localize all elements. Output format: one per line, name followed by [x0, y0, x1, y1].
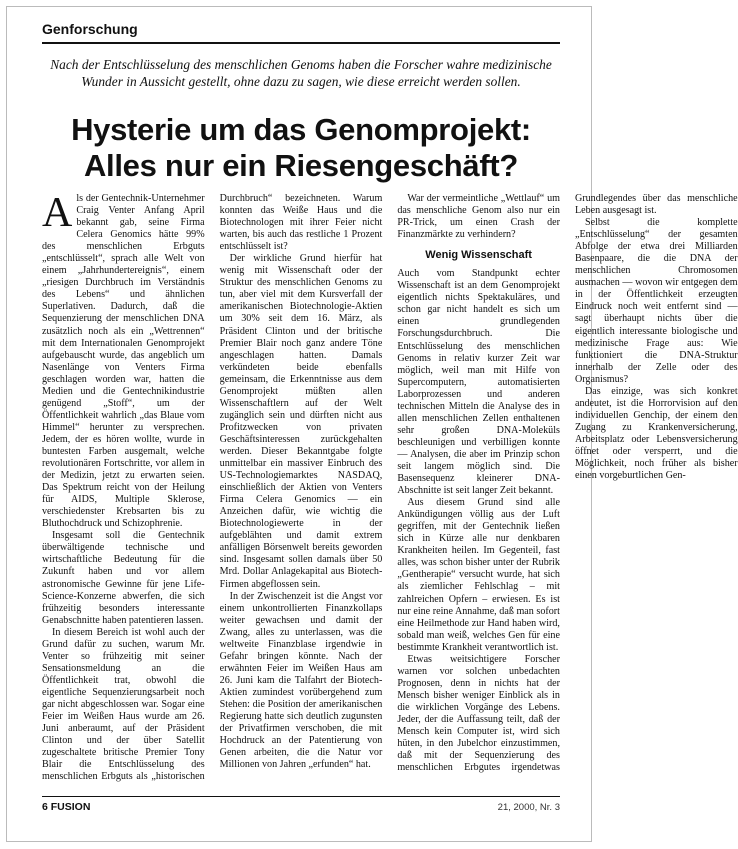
article-paragraph: In der Zwischenzeit ist die Angst vor einem unkontrollierten Finanzkollaps weiter gewachsen und damit der Zwang, alles zu unterlassen, was die weltweite Finanzblase irgendwie in Gefahr bringen könnte. Nach der erwähnten Feier im Weißen Haus am 26. Juni kam die Talfahrt der Biotech-Aktien zumindest vorübergehend zum Stehen: die Position der amerikanischen Regierung hatte sich deutlich zugunsten der Privatfirmen verschoben, die mit Hochdruck an der Patentierung von Genen arbeiten, die die Natur vor Millionen von Jahren „erfunden“ hat. [219, 590, 383, 771]
article-subheading: Wenig Wissenschaft [425, 249, 532, 262]
article-lead: Nach der Entschlüsselung des menschlichen Genoms haben die Forscher wahre medizinische Wunder in Aussicht gestellt, ohne dazu zu sagen, wie diese erreicht werden sollen. [50, 57, 552, 89]
headline-line-2: Alles nur ein Riesengeschäft? [83, 148, 519, 183]
article-paragraph: In diesem Bereich ist wohl auch der Grund dafür zu suchen, warum Mr. Venter so frühzeitig mit seiner Sensationsmeldung an die Öffentlichkeit trat, obwohl die eigentliche Sequenzierungsarbeit noch gar nicht abgeschlossen war. Sogar eine Feier im Weißen Haus wurde am 26. Juni anberaumt, auf der Präsident Clinton und der über Satellit zugeschaltete britische Premier Tony Blair die Entschlüsselung des menschlichen Erbguts als „historischen Durchbruch“ bezeichneten. Warum konnten das Weiße Haus und die Biotechnologen mit ihrer Feier nicht warten, bis auch das restliche 1 Prozent entschlüsselt ist? [42, 193, 383, 783]
article-headline [42, 112, 560, 184]
headline-line-1: Hysterie um das Genomprojekt: [71, 112, 531, 147]
drop-cap: A [42, 190, 73, 236]
article-paragraph: Als der Gentechnik-Unternehmer Craig Venter Anfang April bekannt gab, seine Firma Celera Genomics hätte 99% des menschlichen Erbguts „entschlüsselt“, sprach alle Welt von einem „Jahrhundertereignis“, einem „riesigen Durchbruch im Verständnis des Lebens“ und ähnlichen Superlativen. Dadurch, daß die Sequenzierung der menschlichen DNA zusätzlich noch als ein „Wettrennen“ mit dem Internationalen Genomprojekt aufgebauscht wurde, das angeblich um Nasenlänge von Venters Firma geschlagen worden war, hatten die Medien und die Gentechnikindustrie genügend „Stoff“, um der Öffentlichkeit wahrlich „das Blaue vom Himmel“ herunter zu versprechen. Jedem, der es hören wollte, wurde in buntesten Farben ausgemalt, welche revolutionären Fortschritte, vor allem in der Medizin, jetzt zu erwarten seien. Das Spektrum reicht von der Heilung für AIDS, Multiple Sklerose, verschiedenster Krebsarten bis zu Bluthochdruck und Schizophrenie. [42, 190, 205, 530]
article-paragraph: Selbst die komplette „Entschlüsselung“ der gesamten Abfolge der etwa drei Milliarden Basenpaare, die die DNA der menschlichen Chromosomen ausmachen — wovon wir entgegen dem in der Öffentlichkeit erzeugten Eindruck noch weit entfernt sind — sagt überhaupt nichts über die eigentlich interessante biologische und medizinische Frage aus: Wie funktioniert die DNA-Struktur innerhalb der Zelle oder des Organismus? [574, 217, 738, 385]
article-paragraph: War der vermeintliche „Wettlauf“ um das menschliche Genom also nur ein PR-Trick, um einen Crash der Finanzmärkte zu verhindern? [397, 193, 560, 241]
article-paragraph: Das einzige, was sich konkret andeutet, ist die Horrorvision auf den individuellen Genchip, der einem den Zugang zu Krankenversicherung, Arbeitsplatz oder Lebensversicherung öffnet oder versperrt, und die Möglichkeit, noch früher als bisher einen vorgeburtlichen Gen- [574, 385, 738, 482]
article-paragraph: Aus diesem Grund sind alle Ankündigungen völlig aus der Luft gegriffen, mit der Gentechnik ließen sich in Kürze alle nur denkbaren Krankheiten heilen. Im Gegenteil, fast alles, was schon bisher unter der Rubrik „Gentherapie“ versucht wurde, hat sich als ziemlicher Fehlschlag – mit zahlreichen Opfern – erwiesen. Es ist nur eine reine Annahme, daß man sofort eine Heilmethode zur Hand haben wird, sobald man weiß, welches Gen für eine bestimmte Krankheit verantwortlich ist. [397, 497, 560, 653]
article-paragraph: Auch vom Standpunkt echter Wissenschaft ist an dem Genomprojekt eigentlich nichts Spektakuläres, und schon gar nicht handelt es sich um einen grundlegenden Forschungsdurchbruch. Die Entschlüsselung des menschlichen Genoms in relativ kurzer Zeit war möglich, weil man mit Hilfe von Supercomputern, automatisierten Laborprozessen und anderen technischen Mitteln die Analyse des in allen menschlichen Zellen enthaltenen sehr großen DNA-Moleküls beschleunigen und verbilligen konnte — Analysen, die aber im Prinzip schon seit langem möglich sind. Die Basensequenz kleinerer DNA-Abschnitte ist seit langer Zeit bekannt. [397, 268, 560, 497]
section-label: Genforschung [42, 21, 138, 37]
issue-label: 21, 2000, Nr. 3 [497, 802, 560, 813]
article-paragraph: Der wirkliche Grund hierfür hat wenig mit Wissenschaft oder der Struktur des menschlichen Genoms zu tun, aber viel mit dem Kursverfall der amerikanischen Biotechnologie-Aktien um 30% seit dem 16. März, als Präsident Clinton und der britische Premier Blair noch ganz andere Töne angeschlagen hatten. Damals verkündeten beide ebenfalls gemeinsam, die Erkenntnisse aus dem Genomprojekt müßten allen Wissenschaftlern auf der Welt zugänglich sein und dürften nicht aus Profitzwecken von privaten Geschäftsinteressen zurückgehalten werden. Dieser Bekanntgabe folgte unmittelbar ein massiver Einbruch des US-Technologiemarktes NASDAQ, einschließlich der Aktien von Venters Firma Celera Genomics — ein Anzeichen dafür, wie wichtig die Biotechnologiewerte in der aufgeblähten und damit extrem anfälligen Börsenwelt bereits geworden sind. Insgesamt sollen damals über 50 Mrd. Dollar Anlagekapital aus Biotech-Firmen abgeflossen sein. [219, 253, 383, 590]
header-rule [42, 42, 560, 44]
article-paragraph: Etwas weitsichtigere Forscher warnen vor solchen unbedachten Prognosen, denn in nichts hat der Mensch bisher weniger Einblick als in die wirklichen Vorgänge des Lebens. Jeder, der die Auffassung teilt, daß der Mensch kein Computer ist, wird sich hüten, in den Jubelchor einzustimmen, daß mit der Sequenzierung des menschlichen Erbgutes irgendetwas Grundlegendes über das menschliche Leben ausgesagt ist. [397, 193, 738, 774]
page-number-label: 6 FUSION [42, 801, 91, 813]
footer-rule [42, 796, 560, 797]
article-body [42, 190, 738, 793]
article-paragraph: Insgesamt soll die Gentechnik überwältigende technische und wirtschaftliche Bedeutung für die Zukunft haben und vor allem astronomische Gewinne für jene Life-Science-Konzerne abwerfen, die sich frühzeitig besonders interessante Genabschnitte haben patentieren lassen. [42, 530, 205, 626]
